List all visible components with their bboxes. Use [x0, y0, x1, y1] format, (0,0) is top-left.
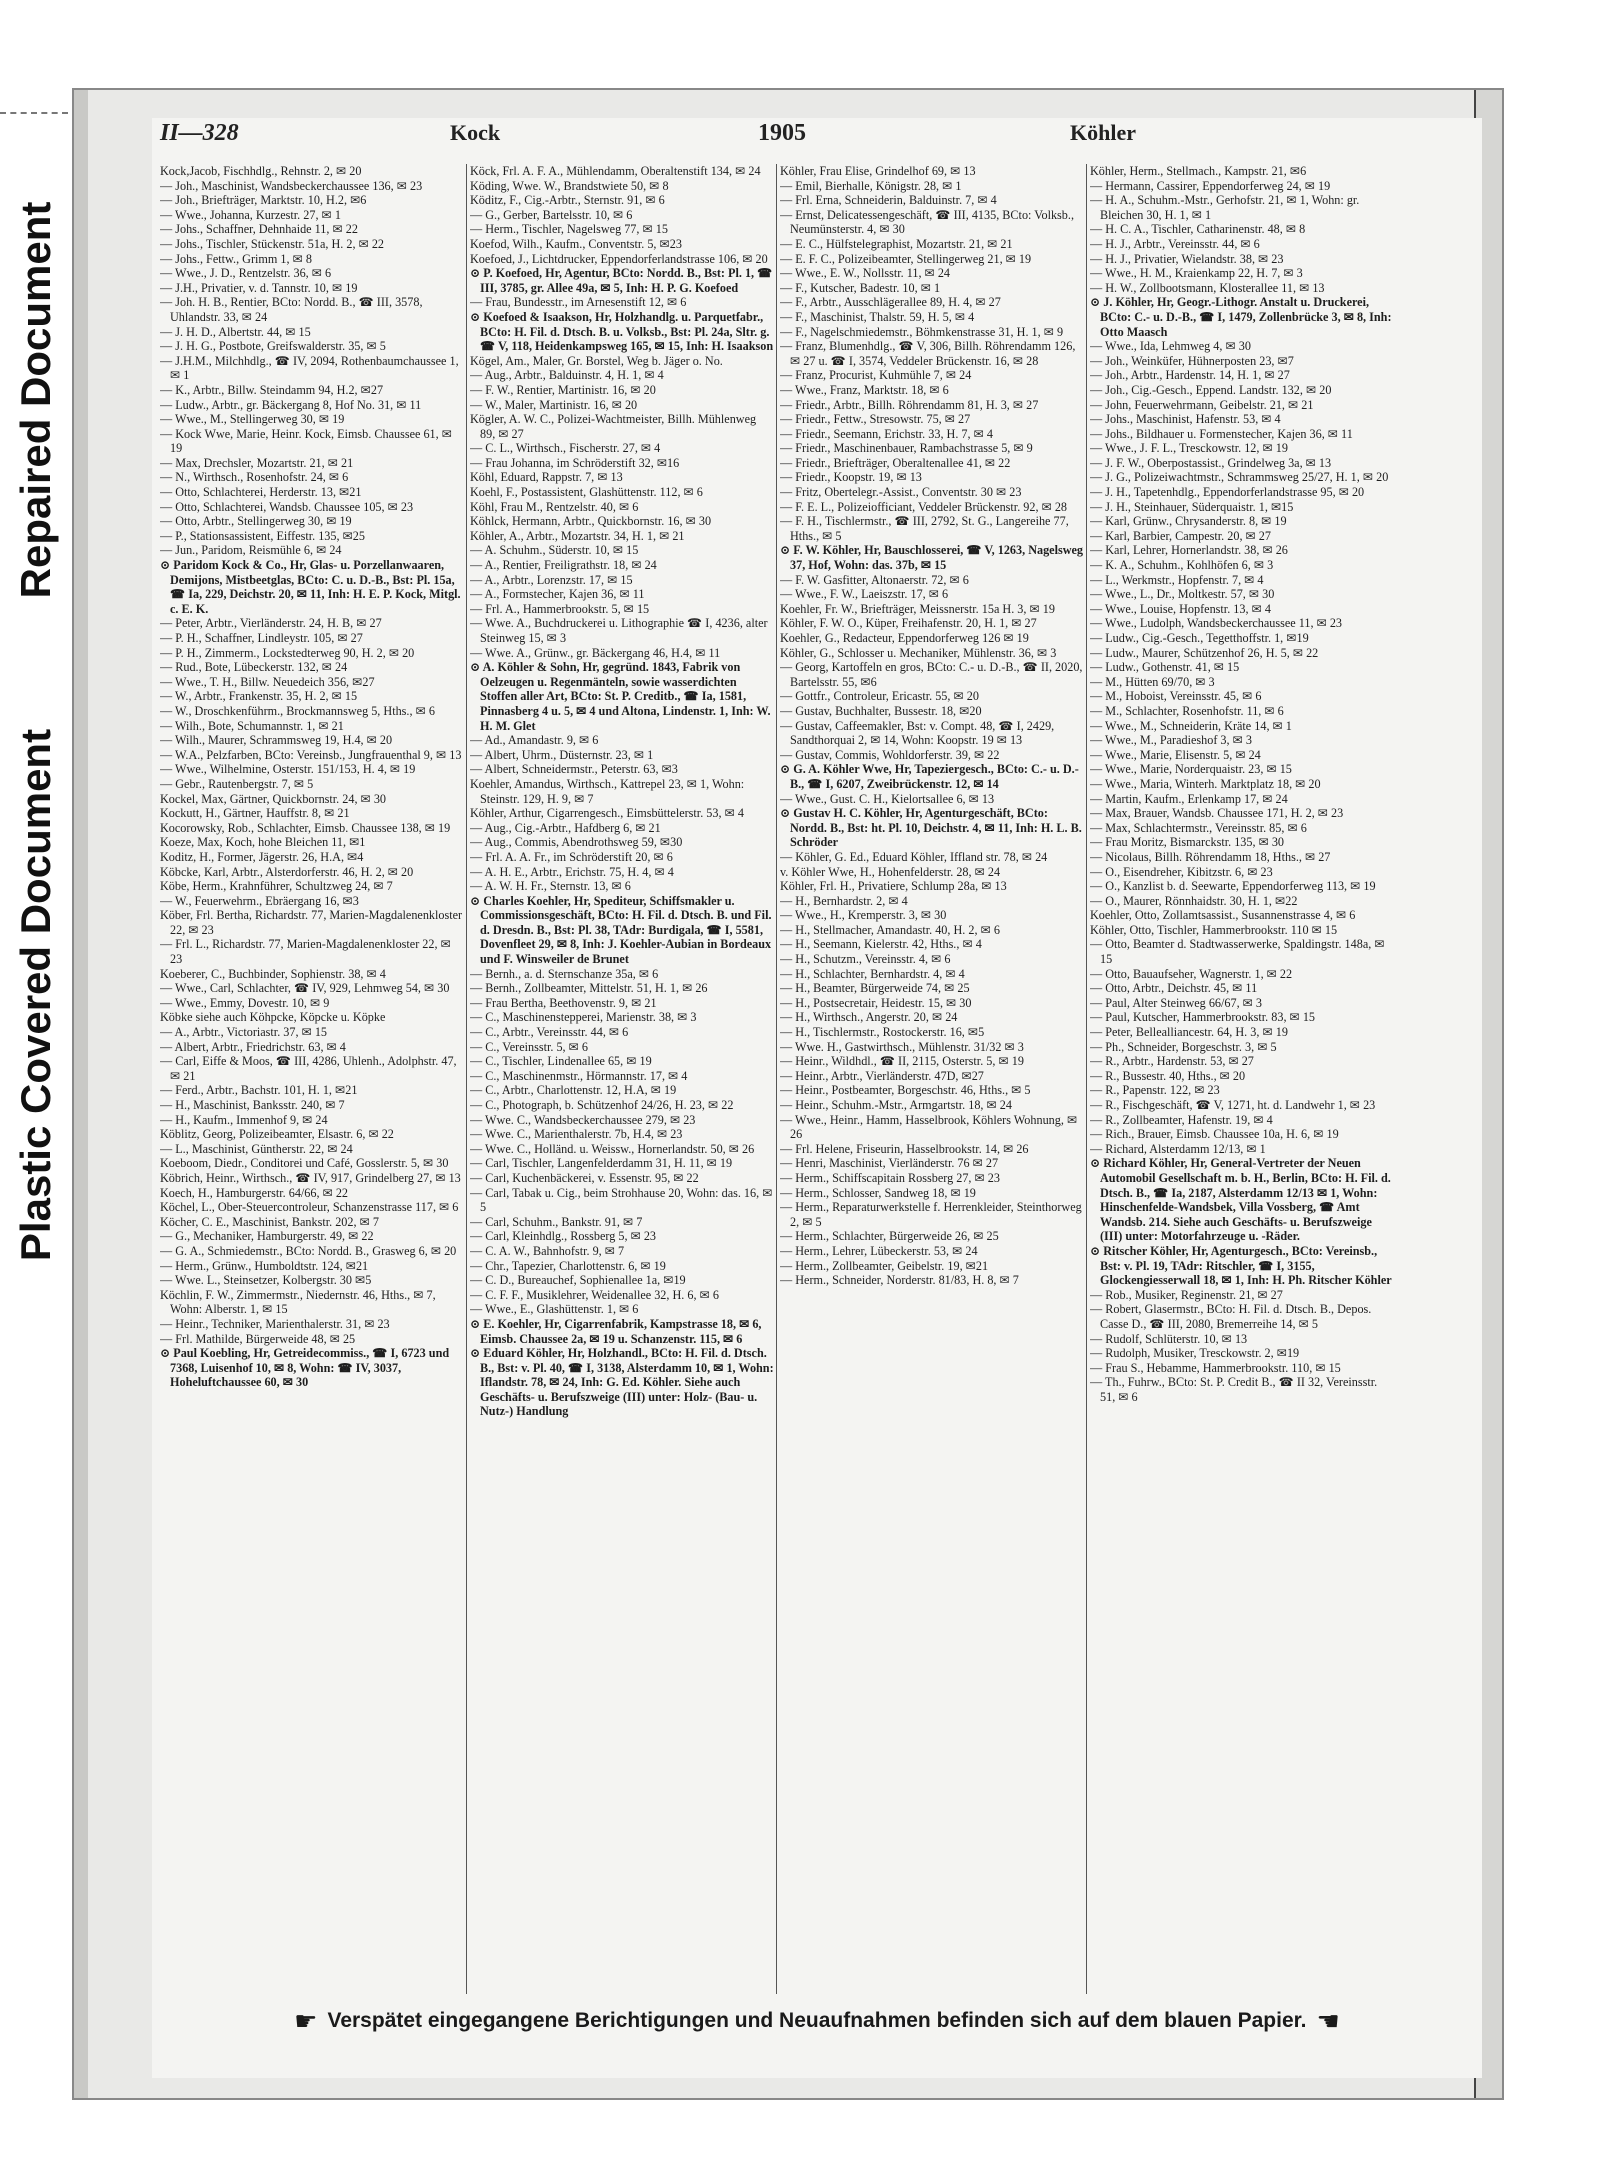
directory-entry: Kock,Jacob, Fischhdlg., Rehnstr. 2, ✉ 20	[160, 164, 362, 178]
directory-entry: Köding, Wwe. W., Brandstwiete 50, ✉ 8	[470, 178, 669, 193]
directory-entry: ⊙ Richard Köhler, Hr, General-Vertreter der Neuen Automobil Gesellschaft m. b. H., Berlin, BCto: H. Fil. d. Dtsch. B., ☎ Ia, 2187, Alsterdamm 12/13 ✉ 1, Wohn: Hinschenfelde-Wandsbek, Villa Vossberg, ☎ Amt Wandsb. 214. Siehe auch Geschäfts- u. Berufszweige (III) unter: Motorfahrzeuge u. -Räder.	[1090, 1156, 1391, 1244]
directory-entry: Köbcke, Karl, Arbtr., Alsterdorferstr. 46, H. 2, ✉ 20	[160, 864, 414, 879]
directory-entry: Koeberer, C., Buchbinder, Sophienstr. 38, ✉ 4	[160, 966, 386, 981]
directory-entry: Köcher, C. E., Maschinist, Bankstr. 202, ✉ 7	[160, 1214, 379, 1229]
directory-entry: — Wwe., Emmy, Dovestr. 10, ✉ 9	[160, 995, 330, 1010]
directory-entry: — Chr., Tapezier, Charlottenstr. 6, ✉ 19	[470, 1258, 666, 1273]
directory-entry: — Wwe., T. H., Billw. Neuedeich 356, ✉27	[160, 674, 375, 689]
directory-entry: Koehler, Amandus, Wirthsch., Kattrepel 23, ✉ 1, Wohn: Steinstr. 129, H. 9, ✉ 7	[470, 776, 745, 806]
directory-entry: — Heinr., Schuhm.-Mstr., Armgartstr. 18, ✉ 24	[780, 1098, 1012, 1112]
directory-entry: — Jun., Paridom, Reismühle 6, ✉ 24	[160, 543, 342, 558]
directory-entry: — Wwe., M., Paradieshof 3, ✉ 3	[1090, 733, 1252, 748]
directory-entry: — F., Nagelschmiedemstr., Böhmkenstrasse 31, H. 1, ✉ 9	[780, 324, 1064, 339]
directory-entry: — H., Stellmacher, Amandastr. 40, H. 2, ✉ 6	[780, 922, 1000, 937]
directory-entry: — Aug., Arbtr., Balduinstr. 4, H. 1, ✉ 4	[470, 368, 664, 383]
directory-entry: — H., Wirthsch., Angerstr. 20, ✉ 24	[780, 1010, 958, 1025]
directory-entry: — Wwe., Maria, Winterh. Marktplatz 18, ✉ 20	[1090, 776, 1321, 791]
directory-entry: Köchlin, F. W., Zimmermstr., Niedernstr. 46, Hths., ✉ 7, Wohn: Alberstr. 1, ✉ 15	[160, 1287, 436, 1317]
directory-entry: — W., Droschkenführm., Brockmannsweg 5, Hths., ✉ 6	[160, 703, 435, 718]
directory-entry: — Herm., Schlachter, Bürgerweide 26, ✉ 25	[780, 1229, 999, 1244]
header-first-entry: Kock	[450, 120, 501, 145]
header-last-entry: Köhler	[1070, 120, 1136, 145]
directory-entry: Köbe, Herm., Krahnführer, Schultzweg 24, ✉ 7	[160, 879, 393, 894]
directory-entry: — Johs., Bildhauer u. Formenstecher, Kajen 36, ✉ 11	[1090, 426, 1353, 441]
directory-entry: — P. H., Schaffner, Lindleystr. 105, ✉ 27	[160, 631, 363, 645]
directory-entry: — Heinr., Techniker, Marienthalerstr. 31, ✉ 23	[160, 1316, 390, 1331]
directory-entry: — John, Feuerwehrmann, Geibelstr. 21, ✉ 21	[1090, 397, 1314, 412]
directory-entry: — Frl. Mathilde, Bürgerweide 48, ✉ 25	[160, 1331, 356, 1346]
directory-entry: — Carl, Kleinhdlg., Rossberg 5, ✉ 23	[470, 1229, 657, 1244]
directory-entry: — Ernst, Delicatessengeschäft, ☎ III, 4135, BCto: Volksb., Neumünsterstr. 4, ✉ 30	[780, 207, 1074, 237]
directory-entry: — A. W. H. Fr., Sternstr. 13, ✉ 6	[470, 879, 631, 894]
directory-entry: — H. J., Arbtr., Vereinsstr. 44, ✉ 6	[1090, 236, 1260, 251]
directory-entry: — Carl, Kuchenbäckerei, v. Essenstr. 95, ✉ 22	[470, 1170, 699, 1185]
directory-entry: — H., Beamter, Bürgerweide 74, ✉ 25	[780, 981, 970, 996]
directory-entry: — K., Arbtr., Billw. Steindamm 94, H.2, ✉27	[160, 382, 384, 397]
directory-entry: — Wwe. C., Marienthalerstr. 7b, H.4, ✉ 23	[470, 1127, 683, 1142]
directory-entry: — Fritz, Obertelegr.-Assist., Conventstr. 30 ✉ 23	[780, 485, 1022, 500]
directory-entry: — H., Tischlermstr., Rostockerstr. 16, ✉5	[780, 1025, 985, 1040]
directory-entry: — C., Arbtr., Charlottenstr. 12, H.A, ✉ 19	[470, 1083, 677, 1098]
directory-entry: — Wwe., M., Schneiderin, Kräte 14, ✉ 1	[1090, 718, 1292, 733]
directory-entry: — Gustav, Commis, Wohldorferstr. 39, ✉ 22	[780, 747, 1000, 762]
directory-entry: — Otto, Bauaufseher, Wagnerstr. 1, ✉ 22	[1090, 966, 1293, 981]
directory-entry: — R., Arbtr., Hardenstr. 53, ✉ 27	[1090, 1054, 1254, 1069]
directory-entry: Koeze, Max, Koch, hohe Bleichen 11, ✉1	[160, 835, 366, 850]
directory-entry: — Peter, Bellealliancestr. 64, H. 3, ✉ 19	[1090, 1025, 1288, 1040]
directory-column-2	[470, 164, 774, 1994]
directory-entry: — J.H., Privatier, v. d. Tannstr. 10, ✉ 19	[160, 280, 358, 295]
directory-entry: Koehl, F., Postassistent, Glashüttenstr. 112, ✉ 6	[470, 485, 703, 500]
directory-entry: — F. H., Tischlermstr., ☎ III, 2792, St. G., Langereihe 77, Hths., ✉ 5	[780, 514, 1069, 543]
directory-entry: — Gustav, Caffeemakler, Bst: v. Compt. 48, ☎ I, 2429, Sandthorquai 2, ✉ 14, Wohn: Koopstr. 19 ✉ 13	[780, 718, 1055, 748]
directory-entry: — Henri, Maschinist, Vierländerstr. 76 ✉ 27	[780, 1156, 999, 1171]
directory-entry: Köbrich, Heinr., Wirthsch., ☎ IV, 917, Grindelberg 27, ✉ 13	[160, 1170, 461, 1185]
directory-entry: — Aug., Cig.-Arbtr., Hafdberg 6, ✉ 21	[470, 820, 661, 835]
directory-entry: — P. H., Zimmerm., Lockstedterweg 90, H. 2, ✉ 20	[160, 645, 415, 660]
header-year: 1905	[758, 120, 806, 146]
directory-entry: — J. H. D., Albertstr. 44, ✉ 15	[160, 324, 311, 339]
directory-entry: — C., Tischler, Lindenallee 65, ✉ 19	[470, 1054, 652, 1069]
directory-entry: — C., Arbtr., Vereinsstr. 44, ✉ 6	[470, 1025, 629, 1040]
directory-entry: — Joh. H. B., Rentier, BCto: Nordd. B., ☎ III, 3578, Uhlandstr. 33, ✉ 24	[160, 295, 423, 324]
directory-entry: — Wwe., Marie, Elisenstr. 5, ✉ 24	[1090, 747, 1261, 762]
directory-entry: — Wwe. A., Grünw., gr. Bäckergang 46, H.4, ✉ 11	[470, 645, 721, 660]
directory-entry: Koech, H., Hamburgerstr. 64/66, ✉ 22	[160, 1185, 349, 1200]
directory-entry: — Wwe., Ida, Lehmweg 4, ✉ 30	[1090, 339, 1251, 354]
directory-entry: — H., Maschinist, Banksstr. 240, ✉ 7	[160, 1098, 345, 1112]
directory-entry: — Bernh., a. d. Sternschanze 35a, ✉ 6	[470, 966, 659, 981]
directory-entry: — Herm., Zollbeamter, Geibelstr. 19, ✉21	[780, 1258, 989, 1273]
directory-entry: — Ad., Amandastr. 9, ✉ 6	[470, 733, 599, 748]
directory-entry: — Otto, Schlachterei, Herderstr. 13, ✉21	[160, 485, 362, 500]
directory-entry: Kögler, A. W. C., Polizei-Wachtmeister, Billh. Mühlenweg 89, ✉ 27	[470, 412, 757, 441]
directory-entry: — Wwe., Louise, Hopfenstr. 13, ✉ 4	[1090, 601, 1271, 616]
directory-entry: — Frau Moritz, Bismarckstr. 135, ✉ 30	[1090, 835, 1285, 850]
footer-notice-text: Verspätet eingegangene Berichtigungen und Neuaufnahmen befinden sich auf dem blauen Papier.	[327, 2009, 1307, 2033]
directory-entry: ⊙ P. Koefoed, Hr, Agentur, BCto: Nordd. B., Bst: Pl. 1, ☎ III, 3785, gr. Allee 49a, ✉ 5, Inh: H. P. G. Koefoed	[470, 266, 773, 295]
directory-entry: — Max, Schlachtermstr., Vereinsstr. 85, ✉ 6	[1090, 820, 1307, 835]
directory-entry: — H. A., Schuhm.-Mstr., Gerhofstr. 21, ✉ 1, Wohn: gr. Bleichen 30, H. 1, ✉ 1	[1090, 193, 1360, 222]
directory-entry: Köhler, Frau Elise, Grindelhof 69, ✉ 13	[780, 164, 976, 178]
directory-entry: — Paul, Kutscher, Hammerbrookstr. 83, ✉ 15	[1090, 1010, 1316, 1025]
directory-entry: — Herm., Schiffscapitain Rossberg 27, ✉ 23	[780, 1170, 1000, 1185]
directory-entry: — Th., Fuhrw., BCto: St. P. Credit B., ☎ II 32, Vereinsstr. 51, ✉ 6	[1090, 1375, 1378, 1404]
pointing-hand-icon: ☚	[1316, 2006, 1340, 2036]
pointing-hand-icon: ☛	[294, 2006, 318, 2036]
directory-entry: Köchel, L., Ober-Steuercontroleur, Schanzenstrasse 117, ✉ 6	[160, 1200, 459, 1215]
directory-entry: — H. W., Zollbootsmann, Klosterallee 11, ✉ 13	[1090, 280, 1325, 295]
directory-entry: — Wwe. L., Steinsetzer, Kolbergstr. 30 ✉5	[160, 1273, 372, 1288]
directory-entry: — Wwe., L., Dr., Moltkestr. 57, ✉ 30	[1090, 587, 1275, 602]
directory-column-1	[160, 164, 464, 1994]
directory-entry: — Wwe., E. W., Nollsstr. 11, ✉ 24	[780, 266, 951, 281]
directory-entry: Köhl, Eduard, Rappstr. 7, ✉ 13	[470, 470, 623, 485]
directory-entry: — Herm., Lehrer, Lübeckerstr. 53, ✉ 24	[780, 1243, 978, 1258]
directory-entry: — Joh., Maschinist, Wandsbeckerchaussee 136, ✉ 23	[160, 178, 423, 193]
directory-entry: ⊙ F. W. Köhler, Hr, Bauschlosserei, ☎ V, 1263, Nagelsweg 37, Hof, Wohn: das. 37b, ✉ 15	[780, 543, 1084, 573]
directory-entry: — Franz, Blumenhdlg., ☎ V, 306, Billh. Röhrendamm 126, ✉ 27 u. ☎ I, 3574, Veddeler Brückenstr. 16, ✉ 28	[780, 339, 1076, 368]
directory-entry: — J. G., Polizeiwachtmstr., Schrammsweg 25/27, H. 1, ✉ 20	[1090, 470, 1389, 485]
directory-entry: — Wilh., Bote, Schumannstr. 1, ✉ 21	[160, 718, 344, 733]
directory-entry: ⊙ G. A. Köhler Wwe, Hr, Tapeziergesch., BCto: C.- u. D.-B., ☎ I, 6207, Zweibrückenstr. 12, ✉ 14	[780, 762, 1079, 791]
directory-entry: — A., Arbtr., Victoriastr. 37, ✉ 15	[160, 1025, 328, 1040]
directory-entry: — Wilh., Maurer, Schrammsweg 19, H.4, ✉ 20	[160, 733, 393, 748]
column-divider	[1086, 164, 1087, 1994]
directory-entry: — Wwe., Marie, Norderquaistr. 23, ✉ 15	[1090, 762, 1292, 777]
directory-entry: — W., Maler, Martinistr. 16, ✉ 20	[470, 397, 638, 412]
directory-entry: — Frl. A., Hammerbrookstr. 5, ✉ 15	[470, 601, 650, 616]
directory-entry: Köditz, F., Cig.-Arbtr., Sternstr. 91, ✉ 6	[470, 193, 665, 208]
directory-entry: — Otto, Arbtr., Stellingerweg 30, ✉ 19	[160, 514, 352, 529]
directory-entry: Köber, Frl. Bertha, Richardstr. 77, Marien-Magdalenenkloster 22, ✉ 23	[160, 908, 463, 937]
scanned-page	[72, 88, 1504, 2100]
directory-column-4	[1090, 164, 1394, 1994]
directory-entry: — Franz, Procurist, Kuhmühle 7, ✉ 24	[780, 368, 972, 383]
directory-entry: — M., Hoboist, Vereinsstr. 45, ✉ 6	[1090, 689, 1262, 704]
directory-entry: — Heinr., Wildhdl., ☎ II, 2115, Osterstr. 5, ✉ 19	[780, 1054, 1024, 1069]
directory-entry: — F., Arbtr., Ausschlägerallee 89, H. 4, ✉ 27	[780, 295, 1001, 310]
directory-entry: — Rud., Bote, Lübeckerstr. 132, ✉ 24	[160, 660, 348, 675]
directory-entry: — G. A., Schmiedemstr., BCto: Nordd. B., Grasweg 6, ✉ 20	[160, 1243, 457, 1258]
directory-entry: — Karl, Lehrer, Hornerlandstr. 38, ✉ 26	[1090, 543, 1288, 558]
directory-entry: — C. L., Wirthsch., Fischerstr. 27, ✉ 4	[470, 441, 661, 456]
directory-entry: Köhl, Frau M., Rentzelstr. 40, ✉ 6	[470, 499, 639, 514]
directory-entry: — A. H. E., Arbtr., Erichstr. 75, H. 4, ✉ 4	[470, 864, 674, 879]
directory-entry: — Carl, Tischler, Langenfelderdamm 31, H. 11, ✉ 19	[470, 1156, 733, 1171]
directory-entry: — Carl, Tabak u. Cig., beim Strohhause 20, Wohn: das. 16, ✉ 5	[470, 1185, 773, 1215]
directory-column-3	[780, 164, 1084, 1994]
directory-entry: — Rudolf, Schlüterstr. 10, ✉ 13	[1090, 1331, 1248, 1346]
directory-entry: — Frau, Bundesstr., im Arnesenstift 12, ✉ 6	[470, 295, 687, 310]
directory-entry: — Gebr., Rautenbergstr. 7, ✉ 5	[160, 776, 314, 791]
directory-entry: — O., Kanzlist b. d. Seewarte, Eppendorferweg 113, ✉ 19	[1090, 879, 1376, 894]
directory-entry: — Heinr., Arbtr., Vierländerstr. 47D, ✉27	[780, 1068, 984, 1083]
directory-entry: — Johs., Maschinist, Hafenstr. 53, ✉ 4	[1090, 412, 1281, 427]
running-header	[160, 120, 1474, 154]
directory-entry: ⊙ Paul Koebling, Hr, Getreidecommiss., ☎ I, 6723 und 7368, Luisenhof 10, ✉ 8, Wohn: ☎ IV, 3037, Hoheluftchaussee 60, ✉ 30	[160, 1346, 450, 1390]
directory-entry: Koefoed, J., Lichtdrucker, Eppendorferlandstrasse 106, ✉ 20	[470, 251, 768, 266]
directory-entry: — C., Maschinenstepperei, Marienstr. 38, ✉ 3	[470, 1010, 697, 1025]
directory-entry: ⊙ Paridom Kock & Co., Hr, Glas- u. Porzellanwaaren, Demijons, Mistbeetglas, BCto: C. u. D.-B., Bst: Pl. 15a, ☎ Ia, 229, Deichstr. 20, ✉ 11, Inh: H. E. P. Kock, Mitgl. c. E. K.	[160, 558, 461, 616]
directory-entry: — Joh., Cig.-Gesch., Eppend. Landstr. 132, ✉ 20	[1090, 382, 1332, 397]
directory-entry: — Friedr., Briefträger, Oberaltenallee 41, ✉ 22	[780, 455, 1011, 470]
directory-entry: Köhlck, Hermann, Arbtr., Quickbornstr. 16, ✉ 30	[470, 514, 712, 529]
directory-entry: — Max, Brauer, Wandsb. Chaussee 171, H. 2, ✉ 23	[1090, 806, 1344, 821]
directory-entry: — Wwe., Johanna, Kurzestr. 27, ✉ 1	[160, 207, 341, 222]
directory-entry: — A. Schuhm., Süderstr. 10, ✉ 15	[470, 543, 639, 558]
directory-entry: — Frl. A. A. Fr., im Schröderstift 20, ✉ 6	[470, 849, 673, 864]
directory-entry: — H., Schutzm., Vereinsstr. 4, ✉ 6	[780, 952, 951, 967]
directory-entry: — Wwe. H., Gastwirthsch., Mühlenstr. 31/32 ✉ 3	[780, 1039, 1024, 1054]
directory-entry: — O., Eisendreher, Kibitzstr. 6, ✉ 23	[1090, 864, 1273, 879]
directory-entry: — Wwe., H., Kremperstr. 3, ✉ 30	[780, 908, 947, 923]
directory-entry: — Heinr., Postbeamter, Borgeschstr. 46, Hths., ✉ 5	[780, 1083, 1031, 1098]
directory-entry: — Frl. Helene, Friseurin, Hasselbrookstr. 14, ✉ 26	[780, 1141, 1029, 1156]
directory-entry: Köhler, Frl. H., Privatiere, Schlump 28a, ✉ 13	[780, 879, 1007, 894]
directory-entry: — H., Seemann, Kielerstr. 42, Hths., ✉ 4	[780, 937, 982, 952]
directory-entry: — M., Schlachter, Rosenhofstr. 11, ✉ 6	[1090, 703, 1284, 718]
directory-entry: — Paul, Alter Steinweg 66/67, ✉ 3	[1090, 995, 1263, 1010]
directory-entry: — Herm., Schneider, Norderstr. 81/83, H. 8, ✉ 7	[780, 1273, 1019, 1288]
directory-entry: Koehler, Otto, Zollamtsassist., Susannenstrasse 4, ✉ 6	[1090, 908, 1356, 923]
directory-entry: — Albert, Schneidermstr., Peterstr. 63, ✉3	[470, 762, 678, 777]
directory-entry: — R., Bussestr. 40, Hths., ✉ 20	[1090, 1068, 1246, 1083]
directory-entry: — Otto, Beamter d. Stadtwasserwerke, Spaldingstr. 148a, ✉ 15	[1090, 937, 1385, 967]
column-divider	[776, 164, 777, 1994]
directory-entry: — Johs., Fettw., Grimm 1, ✉ 8	[160, 251, 312, 266]
directory-entry: — Frl. Erna, Schneiderin, Balduinstr. 7, ✉ 4	[780, 193, 997, 208]
directory-entry: — Wwe. C., Wandsbeckerchaussee 279, ✉ 23	[470, 1112, 696, 1127]
directory-entry: — Joh., Weinküfer, Hühnerposten 23, ✉7	[1090, 353, 1294, 368]
directory-entry: — E. C., Hülfstelegraphist, Mozartstr. 21, ✉ 21	[780, 236, 1013, 251]
side-label-strip	[0, 0, 72, 2177]
directory-entry: — Karl, Grünw., Chrysanderstr. 8, ✉ 19	[1090, 514, 1287, 529]
directory-entry: — F., Maschinist, Thalstr. 59, H. 5, ✉ 4	[780, 309, 975, 324]
directory-entry: — Wwe., Gust. C. H., Kielortsallee 6, ✉ 13	[780, 791, 995, 806]
directory-entry: — Wwe. A., Buchdruckerei u. Lithographie ☎ I, 4236, alter Steinweg 15, ✉ 3	[470, 616, 768, 645]
directory-entry: Koeboom, Diedr., Conditorei und Café, Gosslerstr. 5, ✉ 30	[160, 1156, 449, 1171]
directory-entry: — Wwe., E., Glashüttenstr. 1, ✉ 6	[470, 1302, 639, 1317]
directory-entry: — H., Postsecretair, Heidestr. 15, ✉ 30	[780, 995, 972, 1010]
directory-entry: — H., Schlachter, Bernhardstr. 4, ✉ 4	[780, 966, 965, 981]
directory-entry: — Robert, Glasermstr., BCto: H. Fil. d. Dtsch. B., Depos. Casse D., ☎ III, 2080, Bremerreihe 14, ✉ 5	[1090, 1302, 1372, 1331]
directory-sheet	[152, 118, 1482, 2078]
directory-entry: — Friedr., Fettw., Stresowstr. 75, ✉ 27	[780, 412, 971, 427]
directory-entry: Koehler, G., Redacteur, Eppendorferweg 126 ✉ 19	[780, 631, 1029, 645]
directory-entry: — Ludw., Arbtr., gr. Bäckergang 8, Hof No. 31, ✉ 11	[160, 397, 422, 412]
directory-entry: — R., Fischgeschäft, ☎ V, 1271, ht. d. Landwehr 1, ✉ 23	[1090, 1098, 1376, 1112]
directory-entry: — Albert, Arbtr., Friedrichstr. 63, ✉ 4	[160, 1039, 346, 1054]
label-plastic-covered-document: Plastic Covered Document	[12, 728, 59, 1262]
directory-entry: ⊙ Charles Koehler, Hr, Spediteur, Schiffsmakler u. Commissionsgeschäft, BCto: H. Fil. d. Dtsch. B. und Fil. d. Dresdn. B., Bst: Pl. 38, TAdr: Burdigala, ☎ I, 5581, Dovenfleet 29, ✉ 8, Inh: J. Koehler-Aubian in Bordeaux und F. Winsweiler de Brunet	[470, 893, 772, 967]
label-repaired-document: Repaired Document	[12, 201, 59, 599]
directory-entry: — C., Vereinsstr. 5, ✉ 6	[470, 1039, 588, 1054]
directory-entry: — Rich., Brauer, Eimsb. Chaussee 10a, H. 6, ✉ 19	[1090, 1127, 1339, 1142]
directory-entry: — W., Feuerwehrm., Ebräergang 16, ✉3	[160, 893, 359, 908]
directory-entry: — Ferd., Arbtr., Bachstr. 101, H. 1, ✉21	[160, 1083, 358, 1098]
directory-entry: Köhler, F. W. O., Küper, Freihafenstr. 20, H. 1, ✉ 27	[780, 616, 1037, 631]
directory-entry: — Georg, Kartoffeln en gros, BCto: C.- u. D.-B., ☎ II, 2020, Bartelsstr. 55, ✉6	[780, 660, 1083, 689]
directory-entry: Koditz, H., Former, Jägerstr. 26, H.A, ✉4	[160, 849, 364, 864]
directory-entry: — Herm., Grünw., Humboldtstr. 124, ✉21	[160, 1258, 369, 1273]
directory-entry: — Nicolaus, Billh. Röhrendamm 18, Hths., ✉ 27	[1090, 849, 1331, 864]
directory-entry: ⊙ Koefoed & Isaakson, Hr, Holzhandlg. u. Parquetfabr., BCto: H. Fil. d. Dtsch. B. u. Volksb., Bst: Pl. 24a, Sltr. g. ☎ V, 118, Heidenkampsweg 165, ✉ 15, Inh: H. Isaakson	[470, 309, 774, 354]
directory-entry: Koefod, Wilh., Kaufm., Conventstr. 5, ✉23	[470, 236, 682, 251]
directory-entry: — Hermann, Cassirer, Eppendorferweg 24, ✉ 19	[1090, 178, 1331, 193]
directory-entry: — Wwe. C., Holländ. u. Weissw., Hornerlandstr. 50, ✉ 26	[470, 1141, 755, 1156]
directory-entry: — J. H., Steinhauer, Süderquaistr. 1, ✉15	[1090, 499, 1294, 514]
directory-entry: — Kock Wwe, Marie, Heinr. Kock, Eimsb. Chaussee 61, ✉ 19	[160, 426, 452, 456]
directory-entry: — Ludw., Maurer, Schützenhof 26, H. 5, ✉ 22	[1090, 645, 1319, 660]
directory-entry: — Wwe., Carl, Schlachter, ☎ IV, 929, Lehmweg 54, ✉ 30	[160, 981, 450, 996]
directory-entry: — Wwe., Heinr., Hamm, Hasselbrook, Köhlers Wohnung, ✉ 26	[780, 1112, 1078, 1142]
directory-entry: — Wwe., H. M., Kraienkamp 22, H. 7, ✉ 3	[1090, 266, 1303, 281]
directory-entry: — G., Mechaniker, Hamburgerstr. 49, ✉ 22	[160, 1229, 374, 1244]
directory-entry: — Herm., Tischler, Nagelsweg 77, ✉ 15	[470, 222, 668, 237]
directory-columns	[152, 164, 1482, 1994]
directory-entry: — Friedr., Maschinenbauer, Rambachstrasse 5, ✉ 9	[780, 441, 1033, 456]
column-divider	[466, 164, 467, 1994]
directory-entry: — K. A., Schuhm., Kohlhöfen 6, ✉ 3	[1090, 558, 1274, 573]
directory-entry: — O., Maurer, Rönnhaidstr. 30, H. 1, ✉22	[1090, 893, 1298, 908]
directory-entry: Köhler, A., Arbtr., Mozartstr. 34, H. 1, ✉ 21	[470, 528, 685, 543]
directory-entry: ⊙ E. Koehler, Hr, Cigarrenfabrik, Kampstrasse 18, ✉ 6, Eimsb. Chaussee 2a, ✉ 19 u. Schanzenstr. 115, ✉ 6	[470, 1316, 762, 1346]
directory-entry: — J.H.M., Milchhdlg., ☎ IV, 2094, Rothenbaumchaussee 1, ✉ 1	[160, 353, 459, 383]
directory-entry: Koehler, Fr. W., Briefträger, Meissnerstr. 15a H. 3, ✉ 19	[780, 601, 1055, 616]
directory-entry: — Köhler, G. Ed., Eduard Köhler, Iffland str. 78, ✉ 24	[780, 849, 1048, 864]
directory-entry: — H. J., Privatier, Wielandstr. 38, ✉ 23	[1090, 251, 1284, 266]
directory-entry: — Gustav, Buchhalter, Bussestr. 18, ✉20	[780, 703, 982, 718]
directory-entry: — W., Arbtr., Frankenstr. 35, H. 2, ✉ 15	[160, 689, 358, 704]
directory-entry: Köhler, Arthur, Cigarrengesch., Eimsbüttelerstr. 53, ✉ 4	[470, 806, 744, 821]
directory-entry: Köbke siehe auch Köhpcke, Köpcke u. Köpke	[160, 1010, 386, 1025]
directory-entry: — F. W. Gasfitter, Altonaerstr. 72, ✉ 6	[780, 572, 969, 587]
directory-entry: ⊙ J. Köhler, Hr, Geogr.-Lithogr. Anstalt u. Druckerei, BCto: C.- u. D.-B., ☎ I, 1479, Zollenbrücke 3, ✉ 8, Inh: Otto Maasch	[1090, 295, 1392, 339]
directory-entry: — Wwe., J. D., Rentzelstr. 36, ✉ 6	[160, 266, 332, 281]
directory-entry: ⊙ Gustav H. C. Köhler, Hr, Agenturgeschäft, BCto: Nordd. B., Bst: ht. Pl. 10, Deichstr. 4, ✉ 11, Inh: H. L. B. Schröder	[780, 806, 1082, 850]
directory-entry: — H., Kaufm., Immenhof 9, ✉ 24	[160, 1112, 328, 1127]
directory-entry: Köhler, Otto, Tischler, Hammerbrookstr. 110 ✉ 15	[1090, 922, 1338, 937]
directory-entry: Köck, Frl. A. F. A., Mühlendamm, Oberaltenstift 134, ✉ 24	[470, 164, 761, 178]
directory-entry: — Otto, Schlachterei, Wandsb. Chaussee 105, ✉ 23	[160, 499, 414, 514]
directory-entry: — Bernh., Zollbeamter, Mittelstr. 51, H. 1, ✉ 26	[470, 981, 708, 996]
directory-entry: — Max, Drechsler, Mozartstr. 21, ✉ 21	[160, 455, 354, 470]
directory-entry: Köhler, G., Schlosser u. Mechaniker, Mühlenstr. 36, ✉ 3	[780, 645, 1057, 660]
directory-entry: — Ludw., Gothenstr. 41, ✉ 15	[1090, 660, 1240, 675]
directory-entry: — Wwe., M., Stellingerweg 30, ✉ 19	[160, 412, 345, 427]
directory-entry: — H. C. A., Tischler, Catharinenstr. 48, ✉ 8	[1090, 222, 1306, 237]
directory-entry: — Joh., Arbtr., Hardenstr. 14, H. 1, ✉ 27	[1090, 368, 1290, 383]
directory-entry: — Wwe., J. F. L., Tresckowstr. 12, ✉ 19	[1090, 441, 1288, 456]
directory-entry: — Karl, Barbier, Campestr. 20, ✉ 27	[1090, 528, 1271, 543]
directory-entry: — Wwe., Wilhelmine, Osterstr. 151/153, H. 4, ✉ 19	[160, 762, 416, 777]
directory-entry: Kögel, Am., Maler, Gr. Borstel, Weg b. Jäger o. No.	[470, 353, 723, 368]
directory-entry: — Aug., Commis, Abendrothsweg 59, ✉30	[470, 835, 683, 850]
footer-notice	[152, 2006, 1482, 2037]
directory-entry: — Friedr., Seemann, Erichstr. 33, H. 7, ✉ 4	[780, 426, 993, 441]
directory-entry: — J. F. W., Oberpostassist., Grindelweg 3a, ✉ 13	[1090, 455, 1332, 470]
scan-edge-marker	[0, 112, 68, 114]
directory-entry: — J. H., Tapetenhdlg., Eppendorferlandstrasse 95, ✉ 20	[1090, 485, 1365, 500]
directory-entry: — M., Hütten 69/70, ✉ 3	[1090, 674, 1215, 689]
directory-entry: — Joh., Briefträger, Marktstr. 10, H.2, ✉6	[160, 193, 367, 208]
directory-entry: — Ph., Schneider, Borgeschstr. 3, ✉ 5	[1090, 1039, 1277, 1054]
directory-entry: — Emil, Bierhalle, Königstr. 28, ✉ 1	[780, 178, 962, 193]
directory-entry: — C. D., Bureauchef, Sophienallee 1a, ✉19	[470, 1273, 686, 1288]
directory-entry: ⊙ Ritscher Köhler, Hr, Agenturgesch., BCto: Vereinsb., Bst: v. Pl. 19, TAdr: Ritschler, ☎ I, 3155, Glockengiesserwall 18, ✉ 1, Inh: H. Ph. Ritscher Köhler	[1090, 1243, 1392, 1288]
directory-entry: — G., Gerber, Bartelsstr. 10, ✉ 6	[470, 207, 633, 222]
directory-entry: Köhler, Herm., Stellmach., Kampstr. 21, ✉6	[1090, 164, 1307, 178]
directory-entry: — F. W., Rentier, Martinistr. 16, ✉ 20	[470, 382, 656, 397]
directory-entry: — Rudolph, Musiker, Tresckowstr. 2, ✉19	[1090, 1346, 1300, 1361]
directory-entry: — Ludw., Cig.-Gesch., Tegetthoffstr. 1, ✉19	[1090, 631, 1309, 645]
directory-entry: — R., Zollbeamter, Hafenstr. 19, ✉ 4	[1090, 1112, 1273, 1127]
directory-entry: — R., Papenstr. 122, ✉ 23	[1090, 1083, 1220, 1098]
directory-entry: — F. E. L., Polizeiofficiant, Veddeler Brückenstr. 92, ✉ 28	[780, 499, 1068, 514]
directory-entry: ⊙ Eduard Köhler, Hr, Holzhandl., BCto: H. Fil. d. Dtsch. B., Bst: v. Pl. 40, ☎ I, 3138, Alsterdamm 10, ✉ 1, Wohn: Iflandstr. 78, ✉ 24, Inh: G. Ed. Köhler. Siehe auch Geschäfts- u. Berufszweige (III) unter: Holz- (Bau- u. Nutz-) Handlung	[470, 1346, 774, 1419]
directory-entry: — Johs., Tischler, Stückenstr. 51a, H. 2, ✉ 22	[160, 236, 385, 251]
directory-entry: Köblitz, Georg, Polizeibeamter, Elsastr. 6, ✉ 22	[160, 1127, 394, 1142]
directory-entry: — C., Photograph, b. Schützenhof 24/26, H. 23, ✉ 22	[470, 1098, 734, 1112]
directory-entry: — Friedr., Koopstr. 19, ✉ 13	[780, 470, 922, 485]
directory-entry: — H., Bernhardstr. 2, ✉ 4	[780, 893, 908, 908]
directory-entry: — Wwe., Franz, Marktstr. 18, ✉ 6	[780, 382, 949, 397]
directory-entry: — F., Kutscher, Badestr. 10, ✉ 1	[780, 280, 941, 295]
directory-entry: v. Köhler Wwe, H., Hohenfelderstr. 28, ✉ 24	[780, 864, 1001, 879]
directory-entry: — Otto, Arbtr., Deichstr. 45, ✉ 11	[1090, 981, 1258, 996]
directory-entry: — P., Stationsassistent, Eiffestr. 135, ✉25	[160, 528, 365, 543]
directory-entry: — L., Werkmstr., Hopfenstr. 7, ✉ 4	[1090, 572, 1264, 587]
directory-entry: — C. F. F., Musiklehrer, Weidenallee 32, H. 6, ✉ 6	[470, 1287, 719, 1302]
directory-entry: — Richard, Alsterdamm 12/13, ✉ 1	[1090, 1141, 1266, 1156]
directory-entry: — Herm., Reparaturwerkstelle f. Herrenkleider, Steinthorweg 2, ✉ 5	[780, 1200, 1082, 1229]
directory-entry: — W.A., Pelzfarben, BCto: Vereinsb., Jungfrauenthal 9, ✉ 13	[160, 747, 462, 762]
directory-entry: — Frau Bertha, Beethovenstr. 9, ✉ 21	[470, 995, 657, 1010]
directory-entry: — Friedr., Arbtr., Billh. Röhrendamm 81, H. 3, ✉ 27	[780, 397, 1039, 412]
directory-entry: — Albert, Uhrm., Düsternstr. 23, ✉ 1	[470, 747, 654, 762]
directory-entry: — Wwe., Ludolph, Wandsbeckerchaussee 11, ✉ 23	[1090, 616, 1343, 631]
directory-entry: — L., Maschinist, Güntherstr. 22, ✉ 24	[160, 1141, 353, 1156]
directory-entry: — Frau S., Hebamme, Hammerbrookstr. 110, ✉ 15	[1090, 1360, 1341, 1375]
directory-entry: — Martin, Kaufm., Erlenkamp 17, ✉ 24	[1090, 791, 1288, 806]
directory-entry: Kockel, Max, Gärtner, Quickbornstr. 24, ✉ 30	[160, 791, 387, 806]
directory-entry: — Carl, Schuhm., Bankstr. 91, ✉ 7	[470, 1214, 643, 1229]
directory-entry: — J. H. G., Postbote, Greifswalderstr. 35, ✉ 5	[160, 339, 386, 354]
directory-entry: Kocorowsky, Rob., Schlachter, Eimsb. Chaussee 138, ✉ 19	[160, 820, 451, 835]
directory-entry: — Gottfr., Controleur, Ericastr. 55, ✉ 20	[780, 689, 979, 704]
directory-entry: — Rob., Musiker, Reginenstr. 21, ✉ 27	[1090, 1287, 1283, 1302]
page-number: II—328	[160, 120, 239, 146]
directory-entry: — N., Wirthsch., Rosenhofstr. 24, ✉ 6	[160, 470, 349, 485]
directory-entry: — Herm., Schlosser, Sandweg 18, ✉ 19	[780, 1185, 976, 1200]
directory-entry: — A., Formstecher, Kajen 36, ✉ 11	[470, 587, 645, 602]
directory-entry: — Wwe., F. W., Laeiszstr. 17, ✉ 6	[780, 587, 949, 602]
directory-entry: — E. F. C., Polizeibeamter, Stellingerweg 21, ✉ 19	[780, 251, 1032, 266]
directory-entry: — C., Maschinenmstr., Hörmannstr. 17, ✉ 4	[470, 1068, 688, 1083]
directory-entry: — Carl, Eiffe & Moos, ☎ III, 4286, Uhlenh., Adolphstr. 47, ✉ 21	[160, 1054, 457, 1083]
directory-entry: — C. A. W., Bahnhofstr. 9, ✉ 7	[470, 1243, 625, 1258]
directory-entry: — A., Rentier, Freiligrathstr. 18, ✉ 24	[470, 558, 657, 573]
directory-entry: Kockutt, H., Gärtner, Hauffstr. 8, ✉ 21	[160, 806, 350, 821]
directory-entry: — Frau Johanna, im Schröderstift 32, ✉16	[470, 455, 680, 470]
directory-entry: — Johs., Schaffner, Dehnhaide 11, ✉ 22	[160, 222, 358, 237]
directory-entry: ⊙ A. Köhler & Sohn, Hr, gegründ. 1843, Fabrik von Oelzeugen u. Regenmänteln, sowie wasserdichten Stoffen aller Art, BCto: St. P. Creditb., ☎ Ia, 1581, Pinnasberg 4 u. 5, ✉ 4 und Altona, Lindenstr. 1, Inh: W. H. M. Glet	[470, 660, 771, 733]
directory-entry: — Frl. L., Richardstr. 77, Marien-Magdalenenkloster 22, ✉ 23	[160, 937, 451, 967]
directory-entry: — Peter, Arbtr., Vierländerstr. 24, H. B, ✉ 27	[160, 616, 382, 631]
directory-entry: — A., Arbtr., Lorenzstr. 17, ✉ 15	[470, 572, 633, 587]
